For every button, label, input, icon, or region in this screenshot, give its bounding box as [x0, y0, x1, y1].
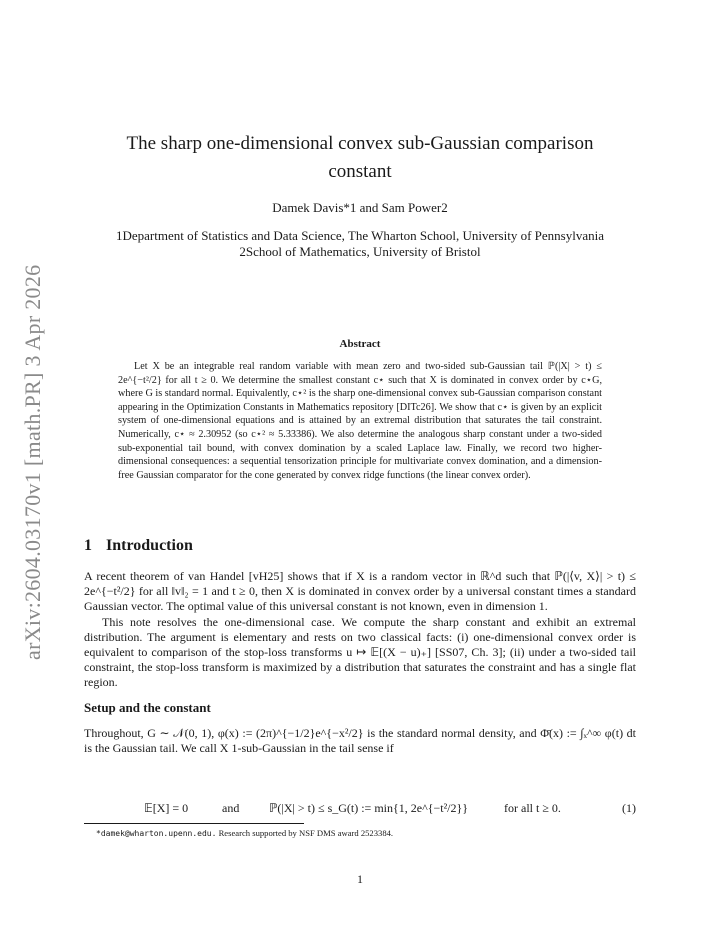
equation-lhs: 𝔼[X] = 0	[144, 801, 189, 815]
intro-paragraph-2: This note resolves the one-dimensional case. We compute the sharp constant and exhibit an extremal distribution. The argument is elementary and rests on two classical facts: (i) one-dimensional convex order is equivalent to comparison of the stop-loss transforms u ↦ 𝔼[(X − u)₊] [SS07, Ch. 3]; (ii) under a two-sided tail constraint, the stop-loss transform is maximized by a distribution that saturates the constraint and has a single flat region.	[84, 614, 636, 690]
footnote-text: Research supported by NSF DMS award 2523384.	[218, 828, 394, 838]
paper-title: The sharp one-dimensional convex sub-Gaussian comparison constant	[126, 133, 594, 182]
setup-body	[84, 726, 636, 756]
intro-paragraph-1: A recent theorem of van Handel [vH25] shows that if X is a random vector in ℝ^d such that ℙ(|⟨v, X⟩| > t) ≤ 2e^{−t²/2} for all ‖v‖₂ = 1 and t ≥ 0, then X is dominated in convex order by a universal constant times a standard Gaussian vector. The optimal value of this universal constant is not known, even in dimension 1.	[84, 569, 636, 614]
equation-rhs: ℙ(|X| > t) ≤ s_G(t) := min{1, 2e^{−t²/2}}	[269, 801, 469, 815]
equation-number: (1)	[622, 801, 636, 815]
affiliations	[110, 228, 610, 260]
footnote	[96, 828, 393, 838]
abstract-text	[118, 360, 602, 482]
footnote-email[interactable]: *damek@wharton.upenn.edu.	[96, 829, 217, 838]
abstract-paragraph: Let X be an integrable real random variable with mean zero and two-sided sub-Gaussian tail ℙ(|X| > t) ≤ 2e^{−t²/2} for all t ≥ 0. We determine the smallest constant c⋆ such that X is dominated in convex order by c⋆G, where G is standard normal. Equivalently, c⋆² is the sharp one-dimensional convex sub-Gaussian comparison constant appearing in the Optimization Constants in Mathematics repository [DITc26]. We show that c⋆ is given by an explicit system of one-dimensional equations and is attained by an extremal distribution that saturates the tail constraint. Numerically, c⋆ ≈ 2.30952 (so c⋆² ≈ 5.33386). We also determine the analogous sharp constant under a two-sided sub-exponential tail bound, with convex domination by a scaled Laplace law. Finally, we record two higher-dimensional consequences: a sequential tensorization principle for multivariate convex domination, and a dimension-free Gaussian comparator for the cone generated by convex ridge functions (the linear convex order).	[118, 361, 602, 481]
abstract-heading: Abstract	[339, 338, 381, 350]
author-list: Damek Davis*1 and Sam Power2	[272, 200, 448, 215]
section-heading	[84, 537, 193, 555]
page-number: 1	[357, 872, 363, 886]
affiliation-1: 1Department of Statistics and Data Science, The Wharton School, University of Pennsylvania	[116, 228, 604, 243]
display-equation	[84, 801, 636, 819]
equation-condition: for all t ≥ 0.	[504, 801, 561, 815]
footnote-rule	[84, 823, 304, 824]
arxiv-identifier: arXiv:2604.03170v1 [math.PR] 3 Apr 2026	[20, 264, 45, 660]
subsection-heading: Setup and the constant	[84, 700, 211, 715]
affiliation-2: 2School of Mathematics, University of Bristol	[239, 244, 481, 259]
setup-paragraph: Throughout, G ∼ 𝒩(0, 1), φ(x) := (2π)^{−1/2}e^{−x²/2} is the standard normal density, and Φ̄(x) := ∫ₓ^∞ φ(t) dt is the Gaussian tail. We call X 1-sub-Gaussian in the tail sense if	[84, 726, 636, 756]
equation-conjunction: and	[222, 801, 240, 815]
section-title: Introduction	[106, 537, 193, 554]
introduction-body	[84, 569, 636, 691]
section-number: 1	[84, 537, 92, 554]
